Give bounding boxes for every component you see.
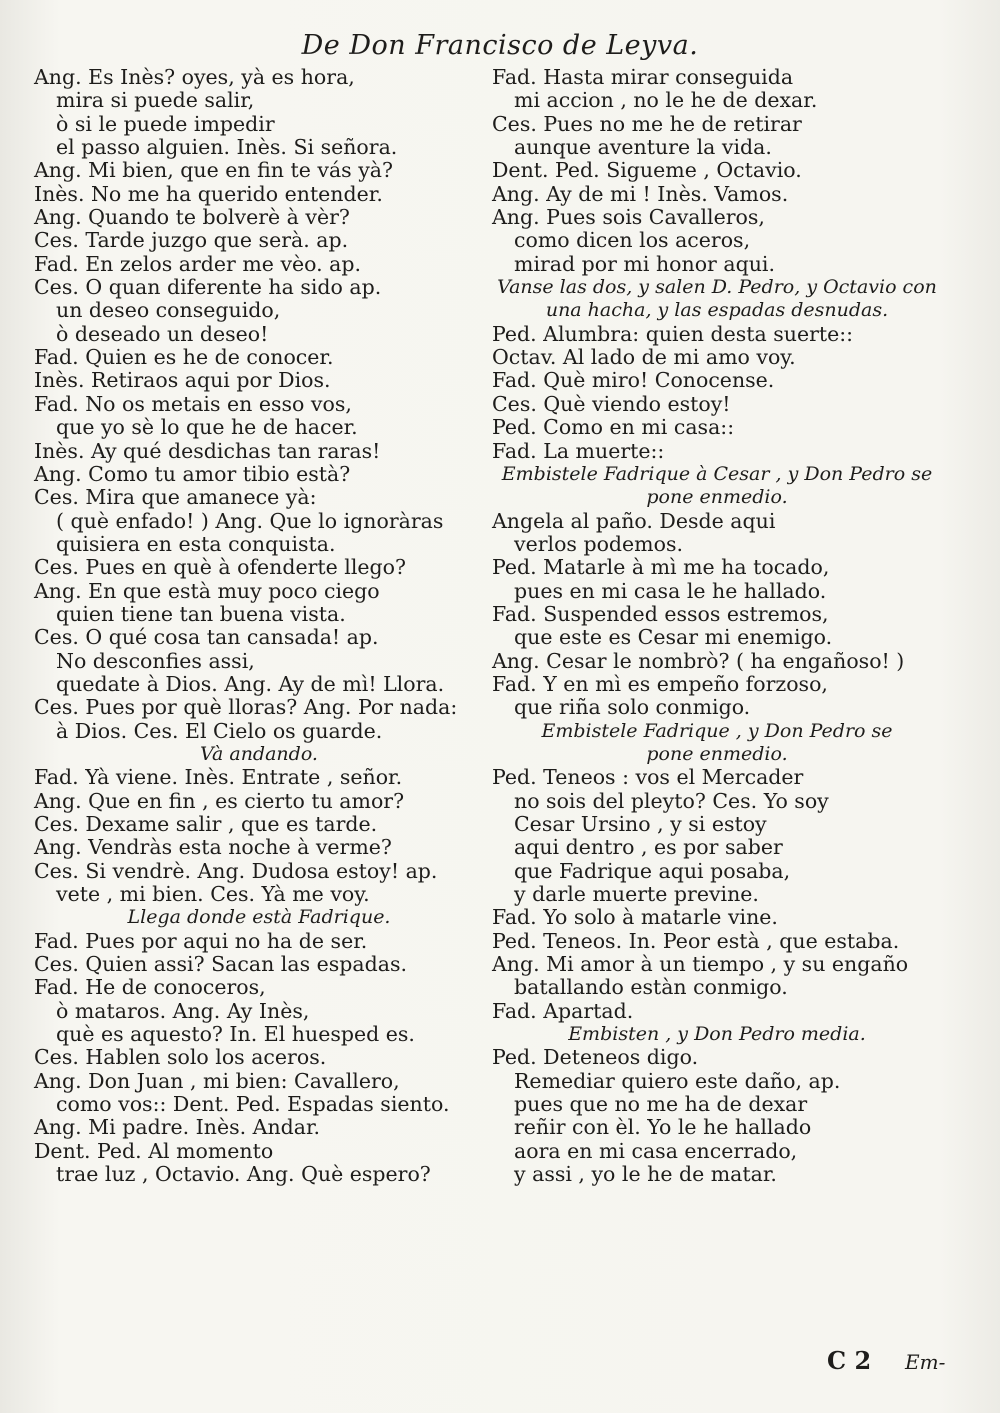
- verse-line: Ped. Teneos : vos el Mercader: [492, 765, 804, 790]
- verse-line: Ang. Vendràs esta noche à verme?: [34, 835, 392, 860]
- verse-line: Cesar Ursino , y si estoy: [514, 812, 767, 836]
- verse-line: Ped. Como en mi casa::: [492, 415, 735, 440]
- verse-line: Fad. Apartad.: [492, 998, 634, 1023]
- verse-line: que este es Cesar mi enemigo.: [514, 625, 833, 650]
- verse-line: ò si le puede impedir: [56, 111, 275, 136]
- verse-line: què es aquesto? In. El huesped es.: [56, 1022, 415, 1047]
- verse-line: reñir con èl. Yo le he hallado: [514, 1115, 812, 1140]
- verse-line: que riña solo conmigo.: [514, 695, 751, 720]
- verse-line: Fad. La muerte::: [492, 438, 665, 463]
- verse-line: quedate à Dios. Ang. Ay de mì! Llora.: [56, 671, 445, 696]
- verse-line: Fad. Què miro! Conocense.: [492, 368, 775, 393]
- verse-line: Ces. Què viendo estoy!: [492, 391, 731, 416]
- stage-direction: Llega donde està Fadrique.: [127, 906, 391, 929]
- stage-direction: Vanse las dos, y salen D. Pedro, y Octavio con: [497, 276, 937, 299]
- verse-line: Octav. Al lado de mi amo voy.: [492, 345, 796, 370]
- verse-line: y assi , yo le he de matar.: [514, 1162, 777, 1187]
- stage-direction: pone enmedio.: [646, 742, 788, 765]
- verse-line: que yo sè lo que he de hacer.: [56, 415, 358, 440]
- verse-line: Fad. Y en mì es empeño forzoso,: [492, 671, 828, 696]
- verse-line: ( què enfado! ) Ang. Que lo ignoràras: [56, 508, 444, 533]
- verse-line: Ang. Que en fin , es cierto tu amor?: [34, 788, 405, 813]
- verse-line: Fad. En zelos arder me vèo. ap.: [34, 251, 362, 276]
- verse-line: Ces. O quan diferente ha sido ap.: [34, 275, 382, 300]
- verse-line: Fad. Quien es he de conocer.: [34, 345, 334, 370]
- verse-line: Ang. Mi amor à un tiempo , y su engaño: [492, 952, 909, 977]
- verse-line: Ped. Alumbra: quien desta suerte::: [492, 321, 854, 346]
- verse-line: verlos podemos.: [514, 531, 683, 556]
- verse-line: Fad. He de conoceros,: [34, 975, 266, 1000]
- verse-line: Ang. Quando te bolverè à vèr?: [34, 205, 350, 230]
- signature-mark: C 2: [827, 1346, 872, 1375]
- verse-line: Ces. Dexame salir , que es tarde.: [34, 812, 378, 836]
- verse-line: no sois del pleyto? Ces. Yo soy: [514, 788, 829, 813]
- verse-line: mira si puede salir,: [56, 88, 255, 113]
- verse-line: à Dios. Ces. El Cielo os guarde.: [56, 718, 383, 743]
- verse-line: Fad. Pues por aqui no ha de ser.: [34, 928, 368, 953]
- verse-line: Ces. Pues no me he de retirar: [492, 111, 802, 136]
- verse-line: Ces. Pues por què lloras? Ang. Por nada:: [34, 695, 458, 720]
- stage-direction: una hacha, y las espadas desnudas.: [545, 299, 889, 322]
- verse-line: que Fadrique aqui posaba,: [514, 858, 791, 883]
- verse-line: Angela al paño. Desde aqui: [492, 508, 776, 533]
- verse-line: como vos:: Dent. Ped. Espadas siento.: [56, 1092, 450, 1117]
- stage-direction: Embistele Fadrique à Cesar , y Don Pedro se: [501, 462, 933, 485]
- verse-line: Ang. Mi padre. Inès. Andar.: [34, 1115, 321, 1140]
- verse-line: aqui dentro , es por saber: [514, 835, 783, 860]
- verse-line: Inès. Ay qué desdichas tan raras!: [34, 438, 381, 463]
- stage-direction: pone enmedio.: [646, 486, 788, 509]
- verse-line: Ang. Cesar le nombrò? ( ha engañoso! ): [492, 648, 905, 673]
- verse-line: Dent. Ped. Al momento: [34, 1138, 274, 1163]
- stage-direction: Và andando.: [200, 742, 318, 765]
- verse-line: y darle muerte previne.: [514, 882, 759, 907]
- verse-line: Ces. Pues en què à ofenderte llego?: [34, 555, 407, 580]
- verse-line: trae luz , Octavio. Ang. Què espero?: [56, 1162, 431, 1187]
- verse-line: Ped. Teneos. In. Peor està , que estaba.: [492, 928, 900, 953]
- stage-direction: Embisten , y Don Pedro media.: [568, 1023, 866, 1046]
- verse-line: Ces. O qué cosa tan cansada! ap.: [34, 625, 379, 650]
- verse-line: batallando estàn conmigo.: [514, 975, 788, 1000]
- left-column: [34, 66, 484, 1187]
- verse-line: Ces. Si vendrè. Ang. Dudosa estoy! ap.: [34, 858, 438, 883]
- verse-line: como dicen los aceros,: [514, 228, 751, 253]
- verse-line: aora en mi casa encerrado,: [514, 1138, 798, 1163]
- verse-line: Ces. Mira que amanece yà:: [34, 485, 317, 510]
- verse-line: Fad. Yo solo à matarle vine.: [492, 905, 778, 930]
- verse-line: ò deseado un deseo!: [56, 321, 269, 346]
- verse-line: quien tiene tan buena vista.: [56, 601, 346, 626]
- verse-line: Ces. Tarde juzgo que serà. ap.: [34, 228, 349, 253]
- verse-line: aunque aventure la vida.: [514, 135, 772, 160]
- verse-line: Ped. Deteneos digo.: [492, 1045, 699, 1070]
- verse-line: mi accion , no le he de dexar.: [514, 88, 818, 113]
- verse-line: Ces. Quien assi? Sacan las espadas.: [34, 952, 407, 977]
- verse-line: Ces. Hablen solo los aceros.: [34, 1045, 327, 1070]
- verse-line: Fad. Suspended essos estremos,: [492, 601, 829, 626]
- verse-line: Inès. Retiraos aqui por Dios.: [34, 368, 331, 393]
- stage-direction: Embistele Fadrique , y Don Pedro se: [541, 719, 893, 742]
- verse-line: Ang. Como tu amor tibio està?: [34, 461, 351, 486]
- verse-line: Ang. Don Juan , mi bien: Cavallero,: [34, 1068, 400, 1093]
- verse-line: No desconfies assi,: [56, 648, 255, 673]
- verse-line: Fad. No os metais en esso vos,: [34, 391, 352, 416]
- verse-line: Ang. En que està muy poco ciego: [34, 578, 380, 603]
- verse-line: mirad por mi honor aqui.: [514, 251, 775, 276]
- verse-line: Ang. Pues sois Cavalleros,: [492, 205, 765, 230]
- verse-line: quisiera en esta conquista.: [56, 531, 336, 556]
- catchword: Em-: [905, 1350, 946, 1374]
- verse-line: Ang. Es Inès? oyes, yà es hora,: [34, 65, 355, 89]
- right-column: [492, 66, 942, 1187]
- verse-line: ò mataros. Ang. Ay Inès,: [56, 998, 310, 1023]
- verse-line: Ped. Matarle à mì me ha tocado,: [492, 555, 830, 580]
- verse-line: Remediar quiero este daño, ap.: [514, 1068, 841, 1093]
- verse-line: Fad. Yà viene. Inès. Entrate , señor.: [34, 765, 403, 790]
- verse-line: Dent. Ped. Sigueme , Octavio.: [492, 158, 802, 183]
- verse-line: el passo alguien. Inès. Si señora.: [56, 135, 398, 160]
- verse-line: pues en mi casa le he hallado.: [514, 578, 827, 603]
- verse-line: Ang. Ay de mi ! Inès. Vamos.: [492, 181, 789, 206]
- verse-line: Inès. No me ha querido entender.: [34, 181, 383, 206]
- running-header: De Don Francisco de Leyva.: [301, 30, 699, 61]
- verse-line: Fad. Hasta mirar conseguida: [492, 65, 794, 89]
- verse-line: Ang. Mi bien, que en fin te vás yà?: [34, 158, 394, 183]
- verse-line: vete , mi bien. Ces. Yà me voy.: [56, 882, 370, 907]
- verse-line: pues que no me ha de dexar: [514, 1092, 808, 1117]
- verse-line: un deseo conseguido,: [56, 298, 281, 323]
